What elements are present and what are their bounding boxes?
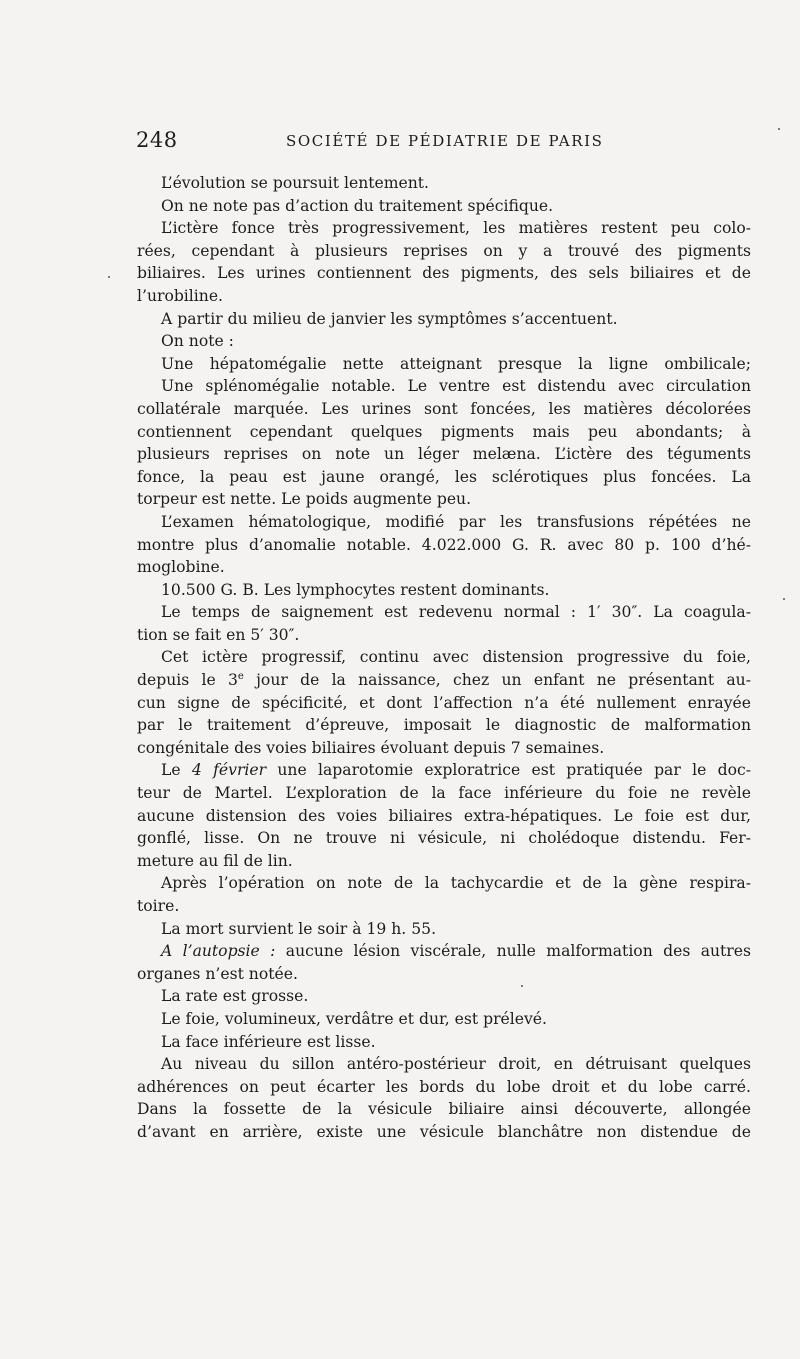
text-line: collatérale marquée. Les urines sont foncées, les matières décolorées xyxy=(137,399,751,418)
text-line: biliaires. Les urines contiennent des pigments, des sels biliaires et de xyxy=(137,264,751,283)
page-number: 248 xyxy=(136,128,178,152)
body-text xyxy=(137,172,751,1144)
text-line: meture au fil de lin. xyxy=(137,851,293,870)
text-line xyxy=(137,759,751,782)
text-line: toire. xyxy=(137,897,180,915)
running-title: SOCIÉTÉ DE PÉDIATRIE DE PARIS xyxy=(286,132,604,150)
text-line: tion se fait en 5′ 30″. xyxy=(137,625,300,644)
print-speck xyxy=(783,598,785,600)
text-line: organes n’est notée. xyxy=(137,964,298,983)
text-line: moglobine. xyxy=(137,558,225,577)
print-speck xyxy=(108,276,110,278)
text-line: contiennent cependant quelques pigments mais peu abondants; à xyxy=(137,422,751,441)
text-line: Après l’opération on note de la tachycardie et de la gène respira- xyxy=(161,874,751,893)
line-part: depuis le 3 xyxy=(137,671,238,690)
text-line: Au niveau du sillon antéro-postérieur droit, en détruisant quelques xyxy=(161,1055,751,1074)
text-line: plusieurs reprises on note un léger melæna. L’ictère des téguments xyxy=(137,445,751,464)
text-line: On ne note pas d’action du traitement spécifique. xyxy=(161,196,554,215)
line-part: jour de la naissance, chez un enfant ne présentant au- xyxy=(243,671,751,690)
text-line: Cet ictère progressif, continu avec distension progressive du foie, xyxy=(161,648,751,667)
text-line: fonce, la peau est jaune orangé, les sclérotiques plus foncées. La xyxy=(137,467,751,486)
text-line: montre plus d’anomalie notable. 4.022.000 G. R. avec 80 p. 100 d’hé- xyxy=(137,535,751,554)
superscript: e xyxy=(237,670,244,682)
text-line: La rate est grosse. xyxy=(161,987,309,1006)
text-line: Une hépatomégalie nette atteignant presque la ligne ombilicale; xyxy=(161,354,751,373)
text-line xyxy=(137,669,751,692)
text-line: torpeur est nette. Le poids augmente peu. xyxy=(137,490,472,509)
text-line: L’examen hématologique, modifié par les transfusions répétées ne xyxy=(161,512,751,531)
text-line: L’évolution se poursuit lentement. xyxy=(161,174,430,192)
text-line: l’urobiline. xyxy=(137,286,224,305)
text-line: La face inférieure est lisse. xyxy=(161,1032,376,1051)
page-header xyxy=(136,128,752,158)
text-line: teur de Martel. L’exploration de la face inférieure du foie ne revèle xyxy=(137,784,751,803)
text-line: cun signe de spécificité, et dont l’affection n’a été nullement enrayée xyxy=(137,693,751,712)
text-line: On note : xyxy=(161,332,234,351)
italic-date: 4 février xyxy=(191,761,267,780)
text-line: Le foie, volumineux, verdâtre et dur, est prélevé. xyxy=(161,1009,547,1028)
text-line: par le traitement d’épreuve, imposait le diagnostic de malformation xyxy=(137,716,751,735)
line-part: Le xyxy=(161,761,192,780)
print-speck xyxy=(521,985,523,987)
text-line: L’ictère fonce très progressivement, les matières restent peu colo- xyxy=(161,219,751,238)
text-line: La mort survient le soir à 19 h. 55. xyxy=(161,919,437,938)
print-speck xyxy=(778,128,780,130)
text-line: aucune distension des voies biliaires extra-hépatiques. Le foie est dur, xyxy=(137,806,751,825)
line-part: une laparotomie exploratrice est pratiquée par le doc- xyxy=(266,761,751,780)
text-line: A partir du milieu de janvier les symptômes s’accentuent. xyxy=(161,309,618,328)
text-line: Dans la fossette de la vésicule biliaire ainsi découverte, allongée xyxy=(137,1100,751,1119)
line-part: aucune lésion viscérale, nulle malformation des autres xyxy=(275,942,751,961)
text-line xyxy=(137,940,751,963)
italic-autopsie: A l’autopsie : xyxy=(161,942,276,961)
text-line: rées, cependant à plusieurs reprises on y a trouvé des pigments xyxy=(137,241,751,260)
text-line: adhérences on peut écarter les bords du lobe droit et du lobe carré. xyxy=(137,1077,751,1096)
text-line: congénitale des voies biliaires évoluant depuis 7 semaines. xyxy=(137,738,605,757)
text-line: Une splénomégalie notable. Le ventre est distendu avec circulation xyxy=(161,377,751,396)
text-line: gonflé, lisse. On ne trouve ni vésicule, ni cholédoque distendu. Fer- xyxy=(137,829,751,848)
text-line: Le temps de saignement est redevenu normal : 1′ 30″. La coagula- xyxy=(161,603,751,622)
text-line: d’avant en arrière, existe une vésicule blanchâtre non distendue de xyxy=(137,1122,751,1141)
text-line: 10.500 G. B. Les lymphocytes restent dominants. xyxy=(161,580,550,599)
